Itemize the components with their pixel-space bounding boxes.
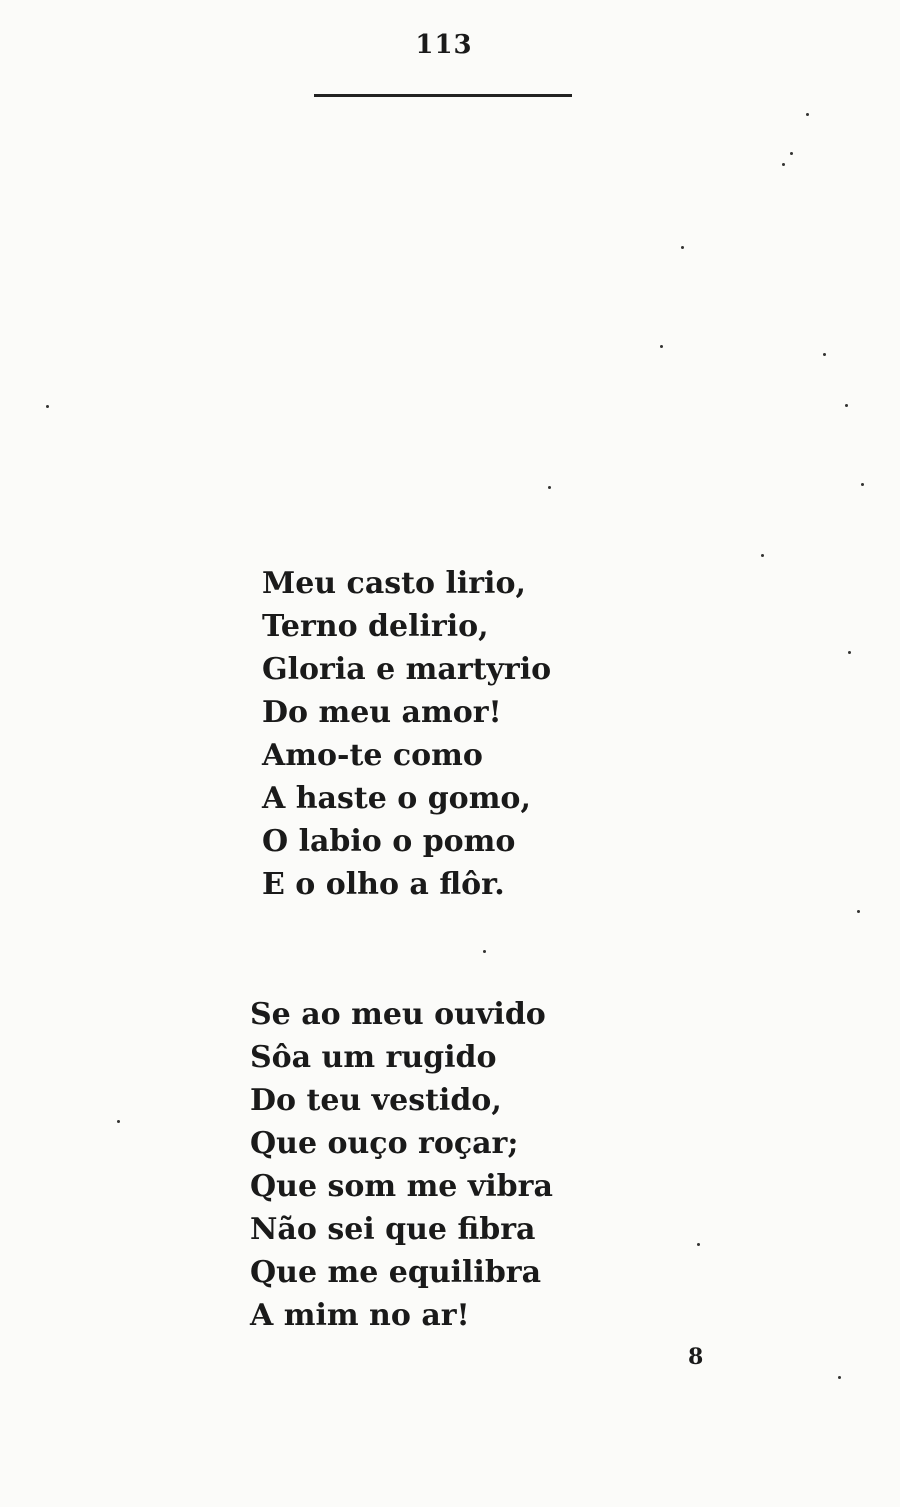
scan-speck: [761, 554, 764, 557]
verse-line: Que som me vibra: [250, 1169, 553, 1204]
verse-line: A haste o gomo,: [262, 781, 531, 816]
verse-line: Do teu vestido,: [250, 1083, 502, 1118]
verse-line: Meu casto lirio,: [262, 566, 526, 601]
scan-speck: [782, 163, 785, 166]
scan-speck: [861, 483, 864, 486]
page-number: 113: [415, 30, 473, 60]
scan-speck: [660, 345, 663, 348]
verse-line: E o olho a flôr.: [262, 867, 505, 902]
scan-speck: [483, 950, 486, 953]
scan-speck: [117, 1120, 120, 1123]
verse-line: Que me equilibra: [250, 1255, 542, 1290]
scan-speck: [46, 405, 49, 408]
scan-speck: [845, 404, 848, 407]
verse-line: Do meu amor!: [262, 695, 502, 730]
verse-line: O labio o pomo: [262, 824, 516, 859]
verse-line: Se ao meu ouvido: [250, 997, 546, 1032]
verse-line: Terno delirio,: [262, 609, 489, 644]
verse-line: Amo-te como: [262, 738, 483, 773]
scan-speck: [548, 486, 551, 489]
stanza-2: [250, 993, 553, 1337]
scan-speck: [857, 910, 860, 913]
scan-speck: [823, 353, 826, 356]
verse-line: Que ouço roçar;: [250, 1126, 519, 1161]
scan-speck: [848, 651, 851, 654]
verse-line: A mim no ar!: [250, 1298, 470, 1333]
header-rule: [314, 94, 572, 97]
scan-speck: [697, 1243, 700, 1246]
scan-speck: [806, 113, 809, 116]
verse-line: Gloria e martyrio: [262, 652, 552, 687]
scan-speck: [681, 246, 684, 249]
scan-speck: [790, 152, 793, 155]
verse-line: Não sei que fibra: [250, 1212, 536, 1247]
signature-mark: 8: [688, 1344, 704, 1370]
verse-line: Sôa um rugido: [250, 1040, 497, 1075]
stanza-1: [262, 562, 551, 906]
scan-speck: [838, 1376, 841, 1379]
